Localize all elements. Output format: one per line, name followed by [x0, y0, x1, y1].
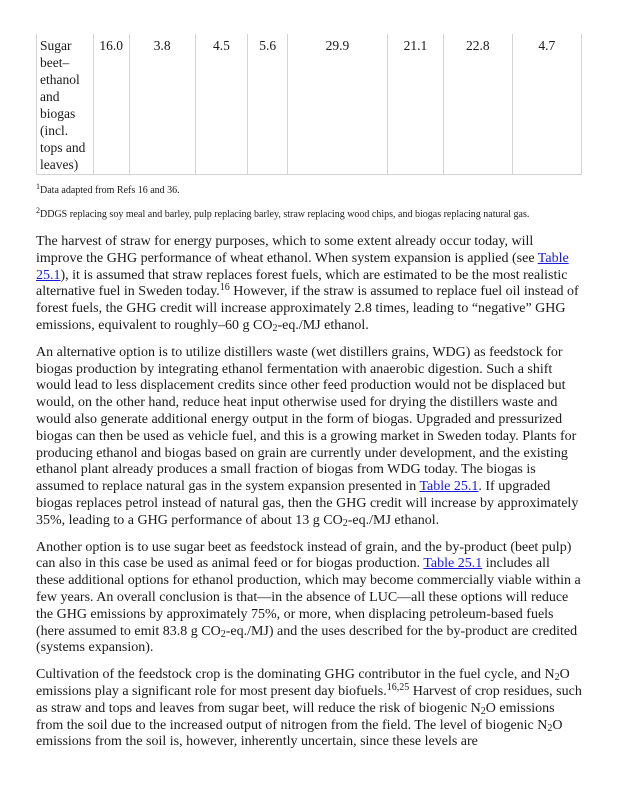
- table-cell: 29.9: [288, 34, 388, 175]
- table-25-1-link[interactable]: Table 25.1: [36, 250, 569, 283]
- table-cell: 3.8: [129, 34, 195, 175]
- table-cell: 22.8: [444, 34, 512, 175]
- paragraph-sugar-beet: Another option is to use sugar beet as feedstock instead of grain, and the by-product (beet pulp) can also in this case be used as animal feed or for biogas production. Table 25.1 includes all these additional options for ethanol production, which may become commercially viable within a few years. An overall conclusion is that—in the absence of LUC—all these options will reduce the GHG emissions by approximately 75%, or more, when displacing petroleum-based fuels (here assumed to emit 83.8 g $CO_2-eq./MJ$) and the uses described for the by-product are credited (systems expansion).: [36, 539, 581, 656]
- paragraph-straw-harvest: The harvest of straw for energy purposes, which to some extent already occur today, will improve the GHG performance of wheat ethanol. When system expansion is applied (see Table 25.1), it is assumed that straw replaces forest fuels, which are estimated to be the most realistic alternative fuel in Sweden today.$^{16}$ However, if the straw is assumed to replace fuel oil instead of forest fuels, the GHG credit will increase approximately 2.8 times, leading to “negative” GHG emissions, equivalent to roughly–60 g $CO_2-eq./MJ$ ethanol.: [36, 234, 579, 334]
- table-cell: 5.6: [248, 34, 288, 175]
- table-25-1-link[interactable]: Table 25.1: [419, 479, 479, 495]
- table-cell: 4.7: [512, 34, 581, 175]
- table-cell: 21.1: [387, 34, 443, 175]
- row-label: Sugar beet–ethanol and biogas (incl. tops and leaves): [37, 34, 94, 175]
- citation-16-25[interactable]: 16,25: [386, 681, 410, 693]
- table-25-1-link[interactable]: Table 25.1: [423, 556, 483, 572]
- table-cell: 4.5: [195, 34, 248, 175]
- paragraph-distillers-waste: An alternative option is to utilize distillers waste (wet distillers grains, WDG) as feedstock for biogas production by integrating ethanol fermentation with anaerobic digestion. Such a shift would lead to less displacement credits since other feed production would not be displaced but would, on the other hand, reduce heat input otherwise used for drying the distillers waste and would also generate additional energy output in the form of biogas. Upgraded and pressurized biogas can then be used as vehicle fuel, and this is a growing market in Sweden today. Plants for producing ethanol and biogas based on grain are currently under development, and the existing ethanol plant already produces a small fraction of biogas from WDG today. The biogas is assumed to replace natural gas in the system expansion presented in Table 25.1. If upgraded biogas replaces petrol instead of natural gas, then the GHG credit will increase by approximately 35%, leading to a GHG performance of about 13 g $CO_2-eq./MJ$ ethanol.: [36, 344, 579, 529]
- table-footnote-1: $^1$Data adapted from Refs 16 and 36.: [36, 182, 180, 196]
- document-page: [36, 34, 582, 751]
- table-row: [37, 34, 582, 175]
- citation-16[interactable]: 16: [219, 282, 230, 294]
- paragraph-cultivation: Cultivation of the feedstock crop is the dominating GHG contributor in the fuel cycle, and $N_2O$ emissions play a significant role for most present day biofuels.$^{16,25}$ Harvest of crop residues, such as straw and tops and leaves from sugar beet, will reduce the risk of biogenic $N_2O$ emissions from the soil due to the increased output of nitrogen from the field. The level of biogenic $N_2O$ emissions from the soil is, however, inherently uncertain, since these levels are: [36, 667, 582, 750]
- table-footnote-2: $^2$DDGS replacing soy meal and barley, pulp replacing barley, straw replacing wood chips, and biogas replacing natural gas.: [36, 206, 530, 220]
- table-cell: 16.0: [93, 34, 129, 175]
- emissions-table: [36, 34, 582, 175]
